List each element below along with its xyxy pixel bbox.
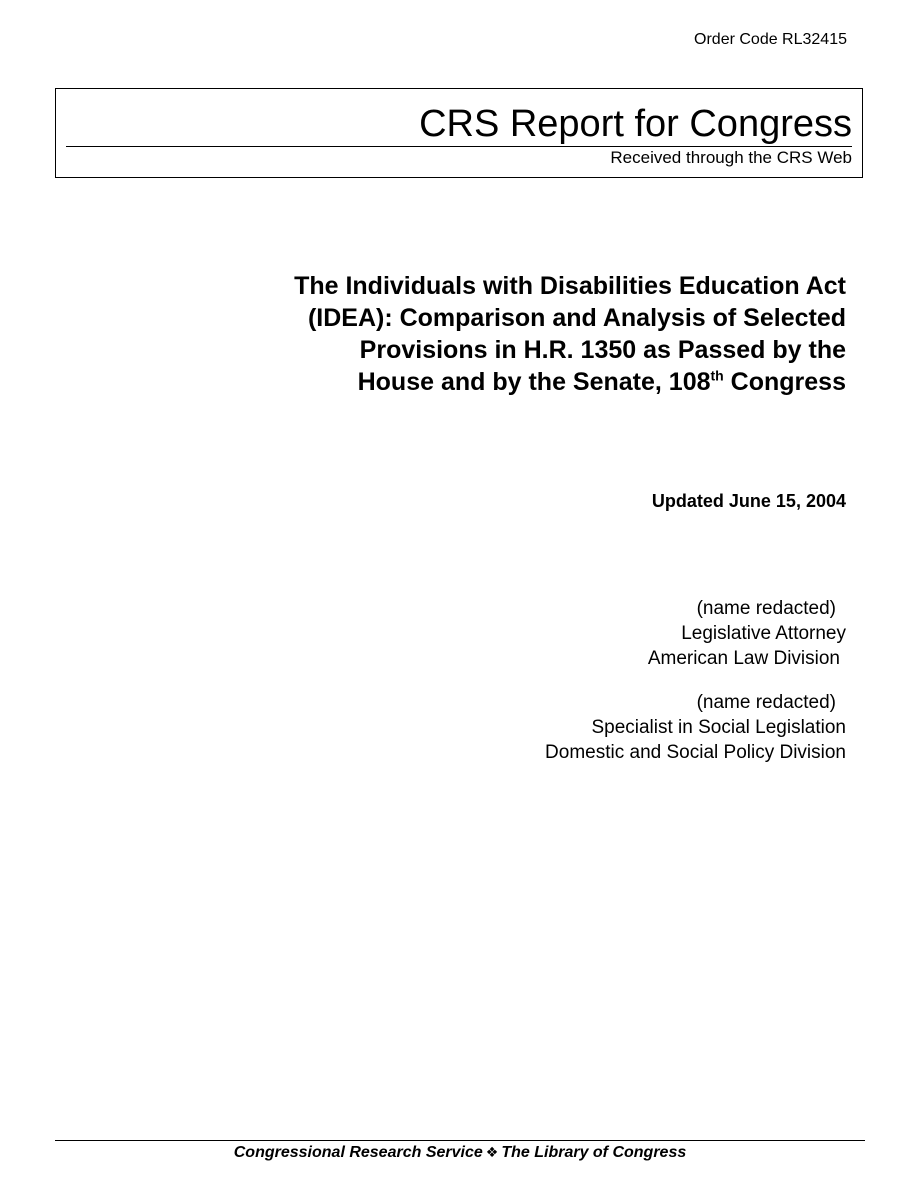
report-title-line-4-text: House and by the Senate, 108 [357,368,711,396]
footer-crs: Congressional Research Service [233,1144,483,1161]
ordinal-suffix: th [710,367,724,384]
author-division: American Law Division [647,648,840,669]
report-series-subtitle: Received through the CRS Web [610,148,852,167]
author-position: Specialist in Social Legislation [591,717,846,738]
report-title-line-1: The Individuals with Disabilities Education Act [294,272,846,300]
diamond-separator-icon: ❖ [485,1145,499,1161]
footer-library: The Library of Congress [501,1144,687,1161]
report-title-line-3: Provisions in H.R. 1350 as Passed by the [359,336,846,364]
report-series-title: CRS Report for Congress [419,103,852,145]
footer-divider [55,1140,865,1141]
author-position: Legislative Attorney [681,623,846,644]
report-title [166,270,846,398]
updated-date: Updated June 15, 2004 [651,491,846,511]
order-code: Order Code RL32415 [694,31,847,48]
author-name: (name redacted) [696,598,836,619]
footer [55,1143,865,1163]
report-title-line-4-end: Congress [723,368,846,396]
author-division: Domestic and Social Policy Division [545,742,846,763]
author-block-1 [648,596,846,671]
report-header-box [55,88,863,178]
report-title-line-4 [166,366,846,398]
author-name: (name redacted) [696,692,836,713]
author-block-2 [545,690,846,765]
report-title-line-2: (IDEA): Comparison and Analysis of Selected [307,304,846,332]
